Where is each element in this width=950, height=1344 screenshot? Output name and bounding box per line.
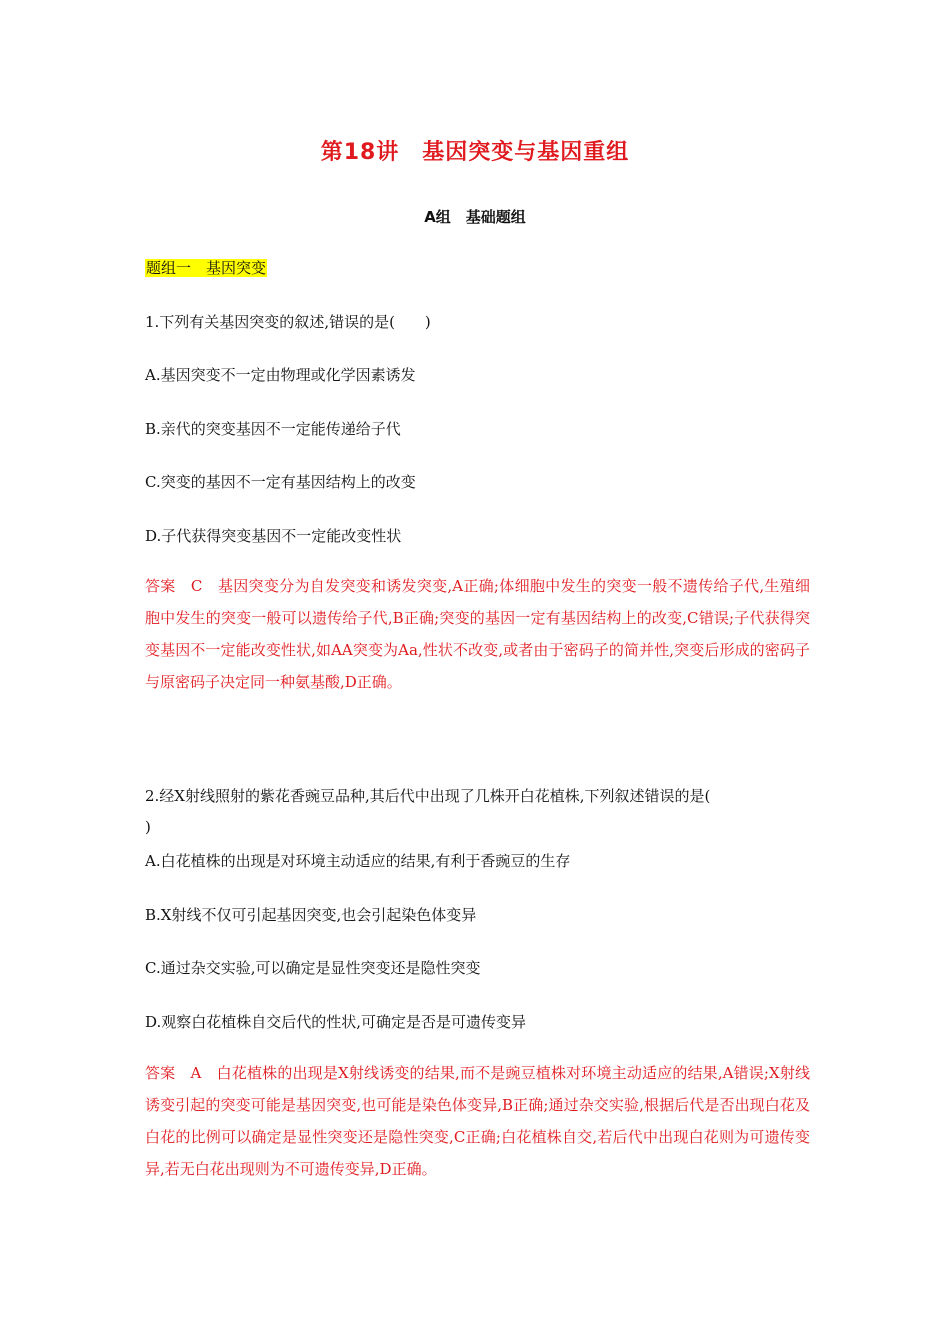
q2-stem-line2 [145, 797, 810, 837]
q1-option-c: C.突变的基因不一定有基因结构上的改变 [145, 473, 416, 491]
q2-stem-line1: 2.经X射线照射的紫花香豌豆品种,其后代中出现了几株开白花植株,下列叙述错误的是( [145, 787, 711, 805]
q1-stem: 1.下列有关基因突变的叙述,错误的是( ) [145, 313, 431, 331]
q2-option-d: D.观察白花植株自交后代的性状,可确定是否是可遗传变异 [145, 1013, 527, 1031]
group-heading-text: 题组一 基因突变 [146, 259, 267, 277]
q2-stem-line2-text: ) [145, 818, 151, 836]
q2-option-c: C.通过杂交实验,可以确定是显性突变还是隐性突变 [145, 959, 481, 977]
q1-answer: 答案 C 基因突变分为自发突变和诱发突变,A正确;体细胞中发生的突变一般不遗传给子代,生殖细胞中发生的突变一般可以遗传给子代,B正确;突变的基因一定有基因结构上的改变,C错误;子代获得突变基因不一定能改变性状,如AA突变为Aa,性状不改变,或者由于密码子的简并性,突变后形成的密码子与原密码子决定同一种氨基酸,D正确。 [145, 577, 810, 691]
q1-option-b: B.亲代的突变基因不一定能传递给子代 [145, 420, 401, 438]
q1-option-d: D.子代获得突变基因不一定能改变性状 [145, 527, 402, 545]
group-heading [145, 258, 810, 278]
section-subtitle: A组 基础题组 [424, 208, 526, 226]
q1-option-a: A.基因突变不一定由物理或化学因素诱发 [145, 366, 416, 384]
q2-option-a: A.白花植株的出现是对环境主动适应的结果,有利于香豌豆的生存 [145, 852, 571, 870]
lesson-title: 第18讲 基因突变与基因重组 [320, 140, 630, 165]
q2-answer: 答案 A 白花植株的出现是X射线诱变的结果,而不是豌豆植株对环境主动适应的结果,A错误;X射线诱变引起的突变可能是基因突变,也可能是染色体变异,B正确;通过杂交实验,根据后代是否出现白花及白花的比例可以确定是显性突变还是隐性突变,C正确;白花植株自交,若后代中出现白花则为可遗传变异,若无白花出现则为不可遗传变异,D正确。 [145, 1064, 810, 1178]
q2-option-b: B.X射线不仅可引起基因突变,也会引起染色体变异 [145, 906, 477, 924]
